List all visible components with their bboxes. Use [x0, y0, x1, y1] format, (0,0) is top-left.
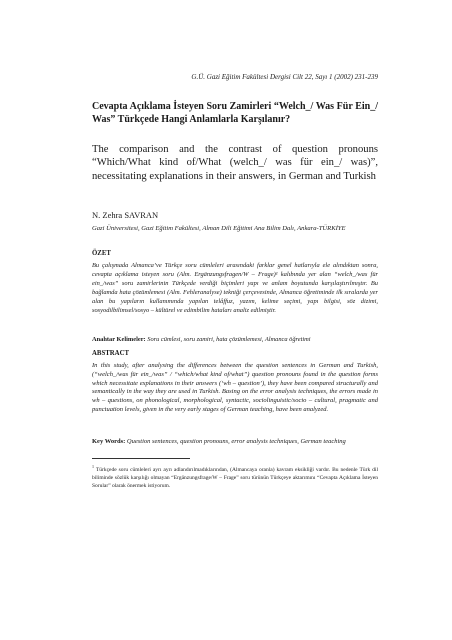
- turkish-keywords-label: Anahtar Kelimeler:: [92, 336, 146, 343]
- abstract-heading: ABSTRACT: [92, 350, 130, 357]
- english-keywords-label: Key Words:: [92, 438, 126, 445]
- author-affiliation: Gazi Üniversitesi, Gazi Eğitim Fakültesi, Alman Dili Eğitimi Ana Bilim Dalı, Ankara-TÜRKİYE: [92, 225, 346, 232]
- footnote-divider: [92, 458, 190, 459]
- abstract-body: In this study, after analysing the differences between the question sentences in German and Turkish, (“welch_/was für ein_/was” / “which/what kind of/what”) question pronouns found in the question forms which necessitate explanations in their answers (‘wh – question’), they have been compared structurally and semantically in the way they are used in Turkish. Basing on the error analysis techniques, the errors made in wh – questions, on phonological, morphological, syntactic, sociolinguistic/socio – cultural, pragmatic and punctuation levels, given in the very early stages of German teaching, have been analyzed.: [92, 362, 378, 413]
- ozet-heading: ÖZET: [92, 250, 111, 257]
- turkish-keywords-text: Soru cümlesi, soru zamiri, hata çözümlemesi, Almanca öğretimi: [147, 336, 311, 343]
- english-keywords: [92, 437, 378, 446]
- author-name: N. Zehra SAVRAN: [92, 210, 159, 220]
- footnote: [92, 463, 378, 490]
- title-turkish: Cevapta Açıklama İsteyen Soru Zamirleri “Welch_/ Was Für Ein_/ Was” Türkçede Hangi Anlamlarla Karşılanır?: [92, 101, 378, 125]
- footnote-marker: 1: [92, 464, 94, 469]
- ozet-body: Bu çalışmada Almanca’ve Türkçe soru cümleleri arasındaki farklar genel hatlarıyla ele alındıktan sonra, cevapta açıklama isteyen soru (Alm. Ergänzungsfragen/W – Frage)¹ kalıbında yer alan “welch_/was für ein_/was” soru zamirlerinin Türkçede verdiği biçimleri yapı ve anlam boyutunda karşılaştırılmıştır. Bu bağlamda hata çözümlemesi (Alm. Fehleranalyse) tekniği çerçevesinde, Almanca öğretiminde ilk sıralarda yer alan bu yapıların kullanımında yapılan telâffuz, yazım, kelime seçimi, yapı bilgisi, söz dizimi, sosyodilbilimsel/sosyo – kültürel ve edimbilim hataları analiz edilmiştir.: [92, 262, 378, 314]
- turkish-keywords: [92, 335, 378, 344]
- title-english: The comparison and the contrast of question pronouns “Which/What kind of/What (welch_/ was für ein_/ was)”, necessitating explanations in their answers, in German and Turkish: [92, 144, 378, 182]
- journal-header: G.Ü. Gazi Eğitim Fakültesi Dergisi Cilt 22, Sayı 1 (2002) 231-239: [191, 73, 378, 81]
- english-keywords-text: Question sentences, question pronouns, error analysis techniques, German teaching: [126, 438, 346, 445]
- footnote-text: Türkçede soru cümleleri ayrı ayrı adlandırılmadıklarından, (Almancaya oranla) kavram eksikliği vardır. Bu nedenle Türk dil biliminde sözlük karşılığı olmayan “Ergänzungsfrage/W – Frage” soru türünün Türkçeye aktarımını “Cevapta Açıklama İsteyen Sorular” olarak önermek istiyorum.: [92, 466, 378, 490]
